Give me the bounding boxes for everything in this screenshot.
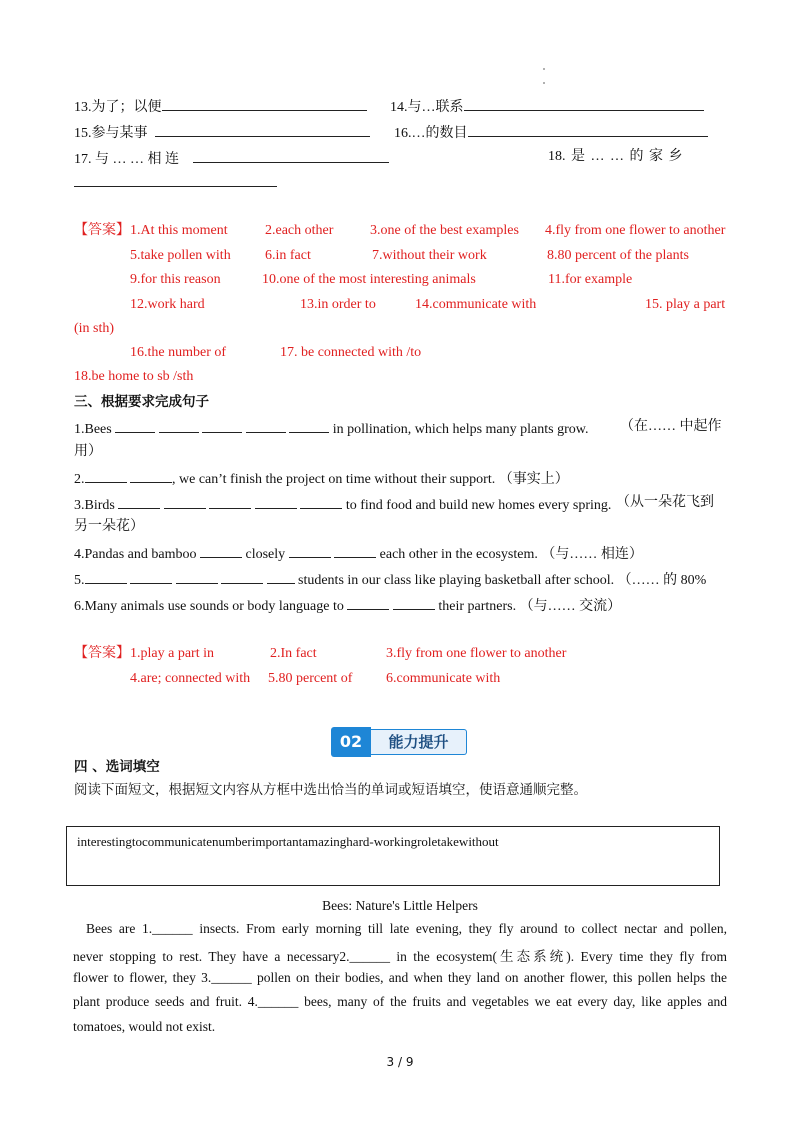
vocab-13: 13.为了；以便 (74, 96, 367, 117)
answer-item: (in sth) (74, 321, 115, 336)
passage-line: never stopping to rest. They have a necessary2.______ in the ecosystem(生态系统). Every time they fly from (73, 949, 727, 964)
answer-item: 12.work hard (130, 297, 205, 312)
answer-item: 5.80 percent of (268, 671, 353, 686)
question-2: 2. , we can’t finish the project on time without their support. （事实上） (74, 468, 569, 489)
vocab-17: 17. 与 … … 相 连 (74, 148, 389, 169)
vocab-15: 15.参与某事 (74, 122, 370, 143)
section-title: 三、根据要求完成句子 (74, 394, 209, 410)
word-box-text: interestingtocommunicatenumberimportantamazinghard-workingroletakewithout (77, 834, 499, 849)
vocab-18-blank (74, 172, 277, 193)
vocab-16: 16.…的数目 (394, 122, 708, 143)
question-6: 6.Many animals use sounds or body language to their partners. （与…… 交流） (74, 595, 621, 616)
answer-item: 6.in fact (265, 248, 311, 263)
answer-prefix: 【答案】 (74, 646, 130, 661)
answer-item: 2.In fact (270, 646, 317, 661)
answer-item: 1.play a part in (130, 646, 214, 661)
question-4: 4.Pandas and bamboo closely each other in the ecosystem. （与…… 相连） (74, 543, 643, 564)
answer-item: 8.80 percent of the plants (547, 248, 689, 263)
scan-mark (543, 68, 545, 70)
question-1-hint-cont: 用） (74, 444, 102, 459)
question-1-hint: （在…… 中起作 (620, 419, 722, 434)
passage-line: tomatoes, would not exist. (73, 1019, 216, 1034)
passage-line: Bees are 1.______ insects. From early morning till late evening, they fly around to collect nectar and pollen, (86, 921, 727, 936)
question-1: 1.Bees in pollination, which helps many plants grow. (74, 418, 588, 439)
answer-item: 6.communicate with (386, 671, 501, 686)
badge-number: 02 (331, 727, 371, 757)
answer-item: 14.communicate with (415, 297, 537, 312)
answer-item: 3.fly from one flower to another (386, 646, 567, 661)
section-title: 四 、选词填空 (74, 759, 160, 775)
answer-item: 3.one of the best examples (370, 223, 519, 238)
answer-item: 11.for example (548, 272, 633, 287)
passage-title: Bees: Nature's Little Helpers (322, 898, 478, 913)
answer-item: 13.in order to (300, 297, 376, 312)
passage-line: plant produce seeds and fruit. 4.______ bees, many of the fruits and vegetables we eat every day, like apples and (73, 994, 727, 1009)
instruction: 阅读下面短文，根据短文内容从方框中选出恰当的单词或短语填空，使语意通顺完整。 (74, 782, 587, 797)
answer-prefix: 【答案】 (74, 223, 130, 238)
page-number: 3 / 9 (386, 1055, 414, 1069)
question-5: 5. students in our class like playing basketball after school. （…… 的 80% (74, 569, 706, 590)
answer-item: 4.are; connected with (130, 671, 251, 686)
answer-item: 9.for this reason (130, 272, 221, 287)
answer-item: 2.each other (265, 223, 334, 238)
passage-line: flower to flower, they 3.______ pollen on their bodies, and when they land on another flower, this pollen helps the (73, 970, 727, 985)
answer-item: 10.one of the most interesting animals (262, 272, 476, 287)
section-badge (331, 727, 468, 757)
question-3-hint-cont: 另一朵花） (74, 519, 144, 534)
answer-item: 5.take pollen with (130, 248, 231, 263)
vocab-18: 18. 是 … … 的 家 乡 (548, 149, 683, 164)
answer-item: 4.fly from one flower to another (545, 223, 726, 238)
answer-item: 7.without their work (372, 248, 487, 263)
answer-item: 1.At this moment (130, 223, 228, 238)
answer-item: 16.the number of (130, 345, 227, 360)
answer-item: 15. play a part (645, 297, 726, 312)
answer-item: 18.be home to sb /sth (74, 369, 194, 384)
vocab-14: 14.与…联系 (390, 96, 704, 117)
answer-item: 17. be connected with /to (280, 345, 422, 360)
badge-label: 能力提升 (371, 729, 467, 755)
word-box (66, 826, 720, 886)
scan-mark (543, 82, 545, 84)
question-3: 3.Birds to find food and build new homes every spring. (74, 494, 611, 515)
question-3-hint: （从一朵花飞到 (616, 495, 714, 510)
